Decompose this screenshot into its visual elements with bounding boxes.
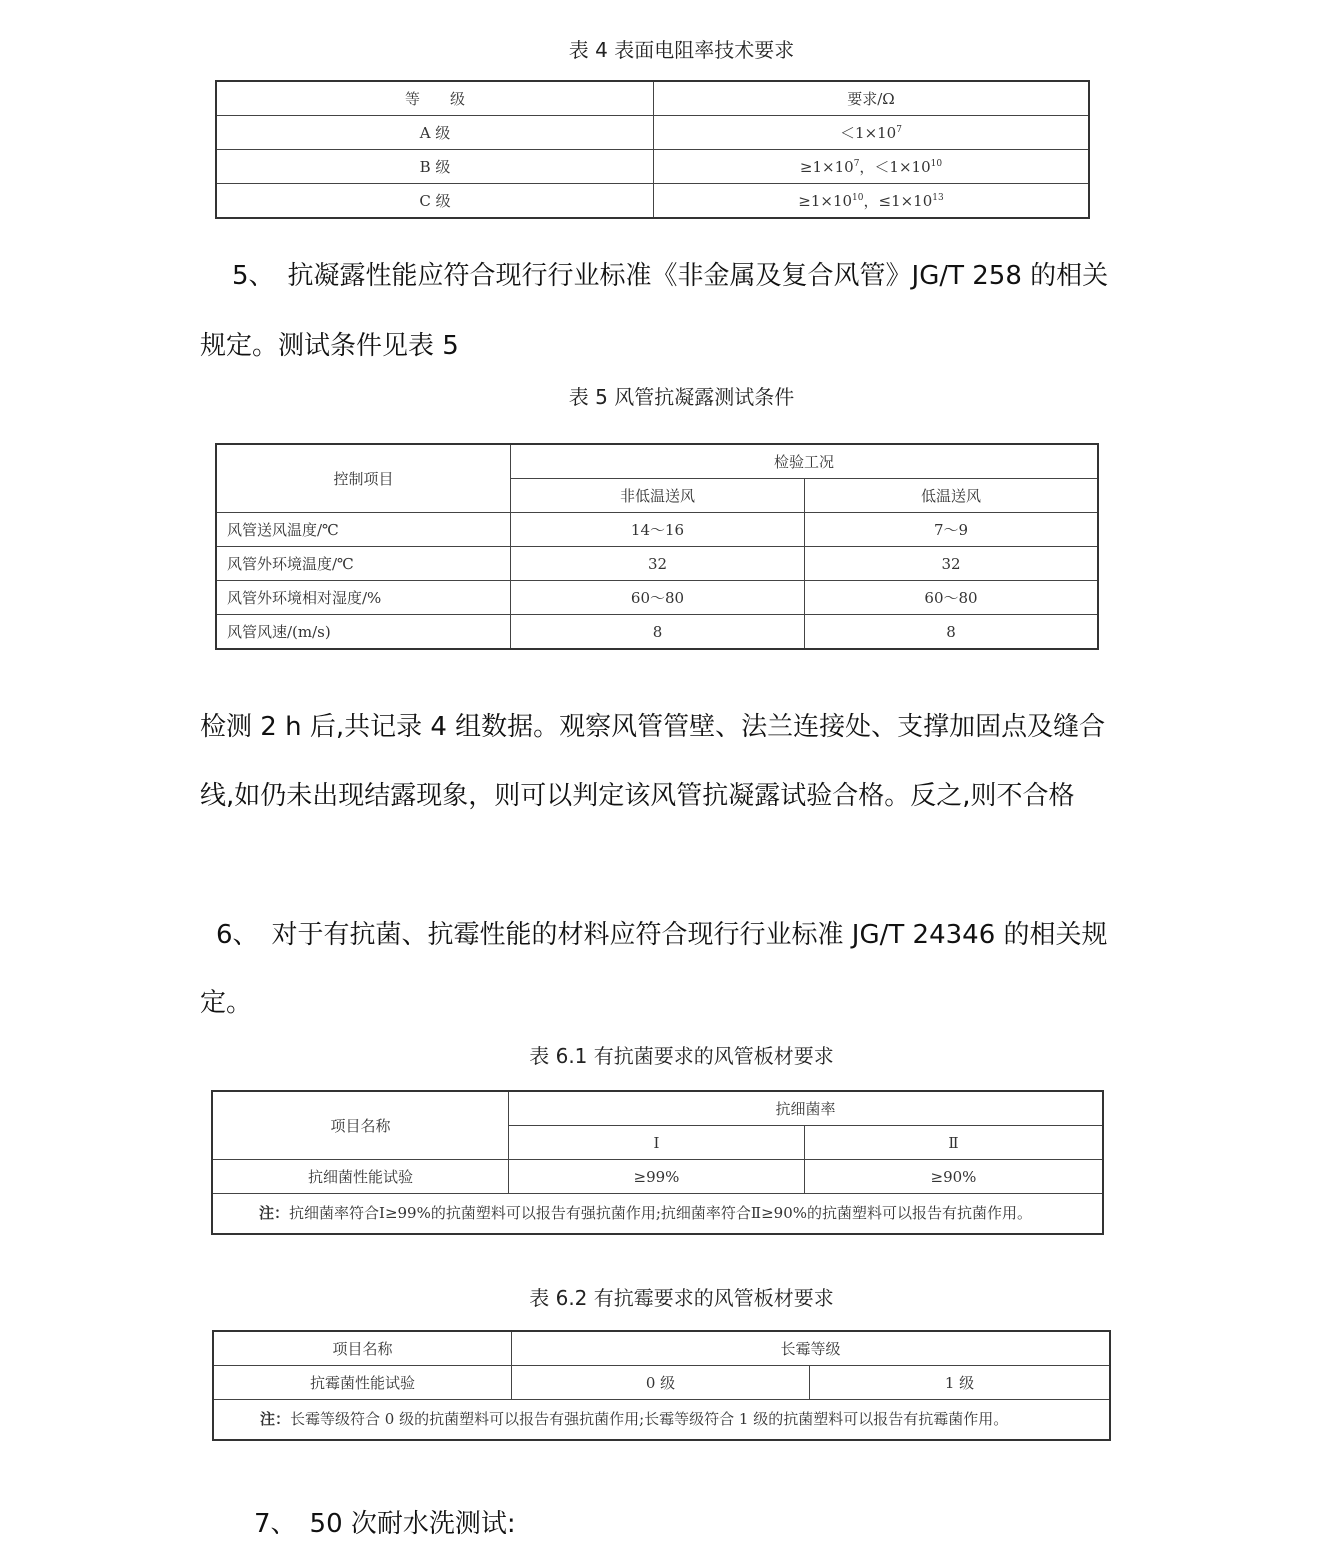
para5-line1: 5、 抗凝露性能应符合现行行业标准《非金属及复合风管》JG/T 258 的相关	[232, 261, 1109, 291]
table5-item: 风管风速/(m/s)	[216, 615, 511, 650]
para6-line2: 定。	[200, 988, 253, 1018]
table62-note: 注：长霉等级符合 0 级的抗菌塑料可以报告有强抗菌作用;长霉等级符合 1 级的抗菌塑料可以报告有抗霉菌作用。	[213, 1400, 1110, 1441]
para7-line1: 7、 50 次耐水洗测试:	[254, 1509, 516, 1539]
table5-sub-header: 低温送风	[805, 479, 1099, 513]
table62-cell: 0 级	[512, 1366, 810, 1400]
table61-sub-header: Ⅱ	[805, 1126, 1104, 1160]
table-row	[216, 581, 1098, 615]
table61-cell: ≥99%	[509, 1160, 805, 1194]
table62	[212, 1330, 1111, 1441]
table5-cell: 8	[511, 615, 805, 650]
table5-item: 风管外环境相对湿度/%	[216, 581, 511, 615]
table5-group-header: 检验工况	[511, 444, 1099, 479]
table62-group-header: 长霉等级	[512, 1331, 1111, 1366]
table5-caption: 表 5 风管抗凝露测试条件	[568, 385, 795, 409]
table61-note: 注：抗细菌率符合Ⅰ≥99%的抗菌塑料可以报告有强抗菌作用;抗细菌率符合Ⅱ≥90%的抗菌塑料可以报告有抗菌作用。	[212, 1194, 1103, 1235]
table-row	[212, 1160, 1103, 1194]
table4-req: $<1\times 10^7$	[654, 116, 1090, 150]
table5-cell: 8	[805, 615, 1099, 650]
table5-item: 风管送风温度/℃	[216, 513, 511, 547]
table-row	[213, 1366, 1110, 1400]
table61-caption: 表 6.1 有抗菌要求的风管板材要求	[529, 1044, 834, 1068]
table61	[211, 1090, 1104, 1235]
table-row	[216, 116, 1089, 150]
table4-caption: 表 4 表面电阻率技术要求	[568, 38, 795, 62]
table-row	[216, 184, 1089, 219]
table4-req: $\ge 1\times 10^{10}$，$\le 1\times 10^{13}$	[654, 184, 1090, 219]
table5	[215, 443, 1099, 650]
table61-item: 抗细菌性能试验	[212, 1160, 509, 1194]
table5-sub-header: 非低温送风	[511, 479, 805, 513]
table4-header-req: 要求/Ω	[654, 81, 1090, 116]
table4-grade: A 级	[216, 116, 654, 150]
table-row	[212, 1194, 1103, 1235]
table61-sub-header: Ⅰ	[509, 1126, 805, 1160]
table62-item: 抗霉菌性能试验	[213, 1366, 512, 1400]
table5-cell: 32	[805, 547, 1099, 581]
table-row	[216, 547, 1098, 581]
table61-group-header: 抗细菌率	[509, 1091, 1104, 1126]
table62-caption: 表 6.2 有抗霉要求的风管板材要求	[529, 1286, 834, 1310]
table-row	[216, 150, 1089, 184]
table5-item: 风管外环境温度/℃	[216, 547, 511, 581]
para5-line2: 规定。测试条件见表 5	[200, 331, 459, 361]
table-row	[213, 1400, 1110, 1441]
table61-cell: ≥90%	[805, 1160, 1104, 1194]
para-after5-line2: 线,如仍未出现结露现象，则可以判定该风管抗凝露试验合格。反之,则不合格	[200, 781, 1075, 811]
table61-col1-header: 项目名称	[212, 1091, 509, 1160]
table-row	[216, 615, 1098, 650]
table5-cell: 60～80	[805, 581, 1099, 615]
table4-grade: C 级	[216, 184, 654, 219]
table5-col1-header: 控制项目	[216, 444, 511, 513]
table62-cell: 1 级	[810, 1366, 1111, 1400]
table4-req: $\ge 1\times 10^7$，$<1\times 10^{10}$	[654, 150, 1090, 184]
table-row	[216, 513, 1098, 547]
table5-cell: 32	[511, 547, 805, 581]
table5-cell: 14～16	[511, 513, 805, 547]
table5-cell: 60～80	[511, 581, 805, 615]
table62-col1-header: 项目名称	[213, 1331, 512, 1366]
table4	[215, 80, 1090, 219]
para-after5-line1: 检测 2 h 后,共记录 4 组数据。观察风管管壁、法兰连接处、支撑加固点及缝合	[200, 712, 1106, 742]
para6-line1: 6、 对于有抗菌、抗霉性能的材料应符合现行行业标准 JG/T 24346 的相关规	[216, 920, 1108, 950]
table4-grade: B 级	[216, 150, 654, 184]
table4-header-grade: 等 级	[216, 81, 654, 116]
table5-cell: 7～9	[805, 513, 1099, 547]
